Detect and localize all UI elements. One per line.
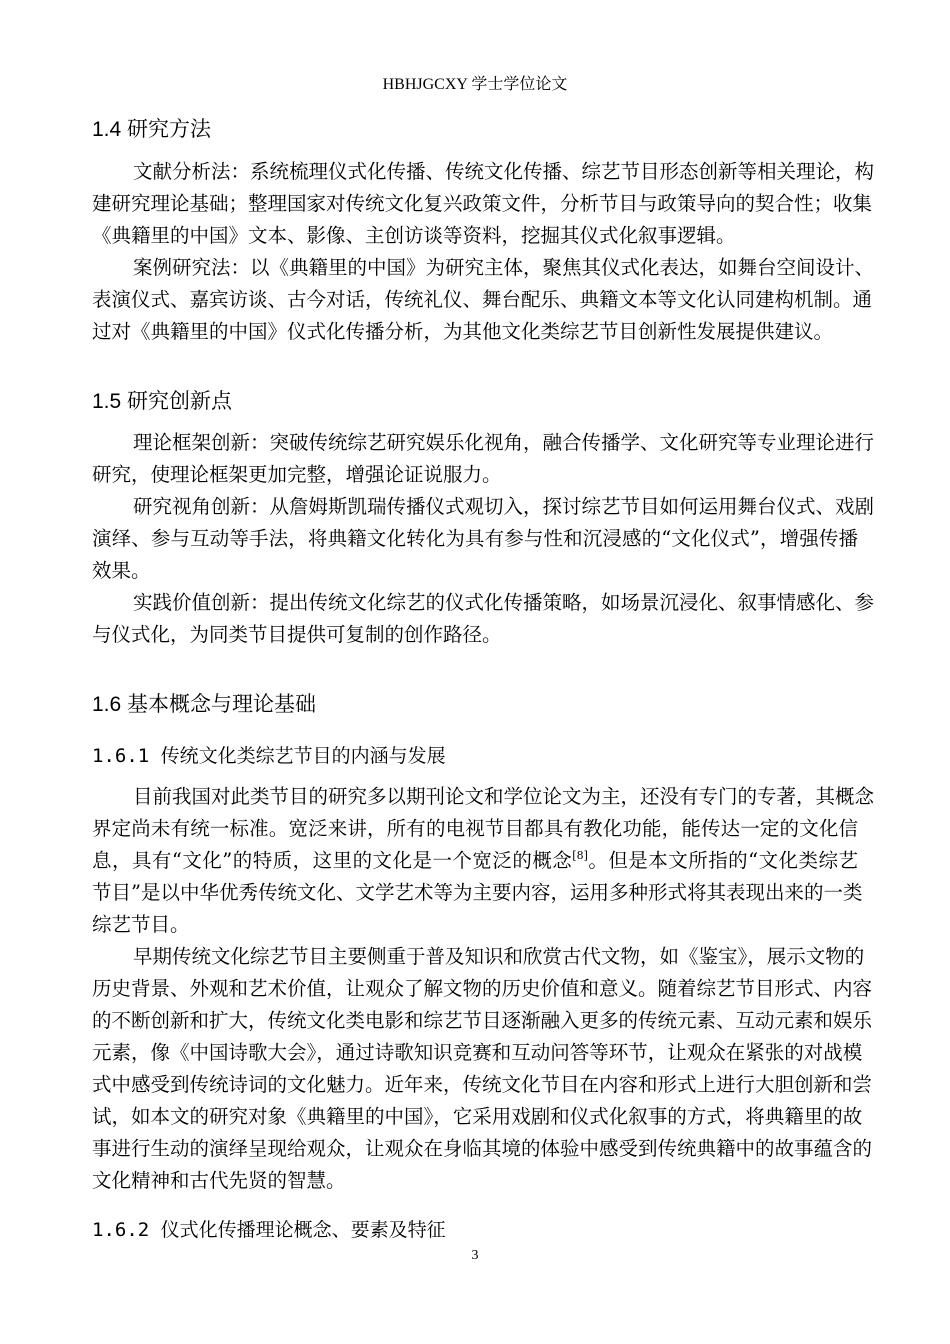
section-body	[92, 427, 875, 651]
section-heading: 1.5 研究创新点	[92, 390, 233, 413]
text-line: 《典籍里的中国》文本、影像、主创访谈等资料，挖掘其仪式化叙事逻辑。	[92, 224, 736, 247]
paragraph	[92, 491, 875, 587]
paragraph	[92, 781, 875, 941]
page-number: 3	[471, 1248, 479, 1263]
text-line: 历史背景、外观和艺术价值，让观众了解文物的历史价值和意义。随着综艺节目形式、内容	[92, 977, 873, 1000]
text-line: 实践价值创新：提出传统文化综艺的仪式化传播策略，如场景沉浸化、叙事情感化、参	[133, 591, 875, 614]
subsection-heading: 1.6.2 仪式化传播理论概念、要素及特征	[92, 1219, 446, 1241]
text-line: 过对《典籍里的中国》仪式化传播分析，为其他文化类综艺节目创新性发展提供建议。	[92, 320, 834, 343]
running-header: HBHJGCXY 学士学位论文	[382, 76, 568, 93]
text-line: 元素，像《中国诗歌大会》，通过诗歌知识竞赛和互动问答等环节，让观众在紧张的对战模	[92, 1041, 863, 1064]
text-line: 的不断创新和扩大，传统文化类电影和综艺节目逐渐融入更多的传统元素、互动元素和娱乐	[92, 1009, 873, 1032]
text-line: 综艺节目。	[92, 913, 190, 936]
text-line: 案例研究法：以《典籍里的中国》为研究主体，聚焦其仪式化表达，如舞台空间设计、	[133, 256, 875, 279]
section-1-6-2	[92, 1214, 858, 1246]
text-line: 研究，使理论框架更加完整，增强论证说服力。	[92, 463, 502, 486]
section-body	[92, 156, 875, 348]
paragraph	[92, 941, 873, 1197]
text-line: 文化精神和古代先贤的智慧。	[92, 1169, 346, 1192]
citation-reference[interactable]: [8]	[572, 849, 588, 862]
section-1-6	[92, 689, 858, 721]
text-segment: 。但是本文所指的“文化类综艺	[587, 849, 858, 872]
text-line: 文献分析法：系统梳理仪式化传播、传统文化传播、综艺节目形态创新等相关理论，构	[133, 160, 875, 183]
text-line: 研究视角创新：从詹姆斯凯瑞传播仪式观切入，探讨综艺节目如何运用舞台仪式、戏剧	[133, 495, 875, 518]
paragraph	[92, 587, 875, 651]
text-line: 效果。	[92, 559, 151, 582]
text-line: 演绎、参与互动等手法，将典籍文化转化为具有参与性和沉浸感的“文化仪式”，增强传播	[92, 527, 858, 550]
text-line: 表演仪式、嘉宾访谈、古今对话，传统礼仪、舞台配乐、典籍文本等文化认同建构机制。通	[92, 288, 873, 311]
section-body	[92, 781, 875, 1197]
section-1-6-1	[92, 740, 875, 1197]
text-line: 式中感受到传统诗词的文化魅力。近年来，传统文化节目在内容和形式上进行大胆创新和尝	[92, 1073, 873, 1096]
section-1-5	[92, 386, 875, 651]
text-segment: 息，具有“文化”的特质，这里的文化是一个宽泛的概念	[92, 849, 573, 872]
text-line: 试，如本文的研究对象《典籍里的中国》，它采用戏剧和仪式化叙事的方式，将典籍里的故	[92, 1105, 863, 1128]
section-1-4	[92, 114, 875, 348]
subsection-heading: 1.6.1 传统文化类综艺节目的内涵与发展	[92, 745, 446, 767]
paragraph	[92, 156, 875, 252]
text-line: 事进行生动的演绎呈现给观众，让观众在身临其境的体验中感受到传统典籍中的故事蕴含的	[92, 1137, 873, 1160]
text-line: 界定尚未有统一标准。宽泛来讲，所有的电视节目都具有教化功能，能传达一定的文化信	[92, 817, 858, 840]
text-line: 建研究理论基础；整理国家对传统文化复兴政策文件，分析节目与政策导向的契合性；收集	[92, 192, 873, 215]
section-heading: 1.4 研究方法	[92, 118, 212, 141]
text-line: 早期传统文化综艺节目主要侧重于普及知识和欣赏古代文物，如《鉴宝》，展示文物的	[133, 945, 865, 968]
text-line: 理论框架创新：突破传统综艺研究娱乐化视角，融合传播学、文化研究等专业理论进行	[133, 431, 875, 454]
text-line: 目前我国对此类节目的研究多以期刊论文和学位论文为主，还没有专门的专著，其概念	[133, 785, 875, 808]
paragraph	[92, 427, 875, 491]
paragraph	[92, 252, 875, 348]
text-line	[92, 845, 858, 877]
text-line: 与仪式化，为同类节目提供可复制的创作路径。	[92, 623, 502, 646]
text-line: 节目”是以中华优秀传统文化、文学艺术等为主要内容，运用多种形式将其表现出来的一类	[92, 881, 863, 904]
section-heading: 1.6 基本概念与理论基础	[92, 693, 317, 716]
